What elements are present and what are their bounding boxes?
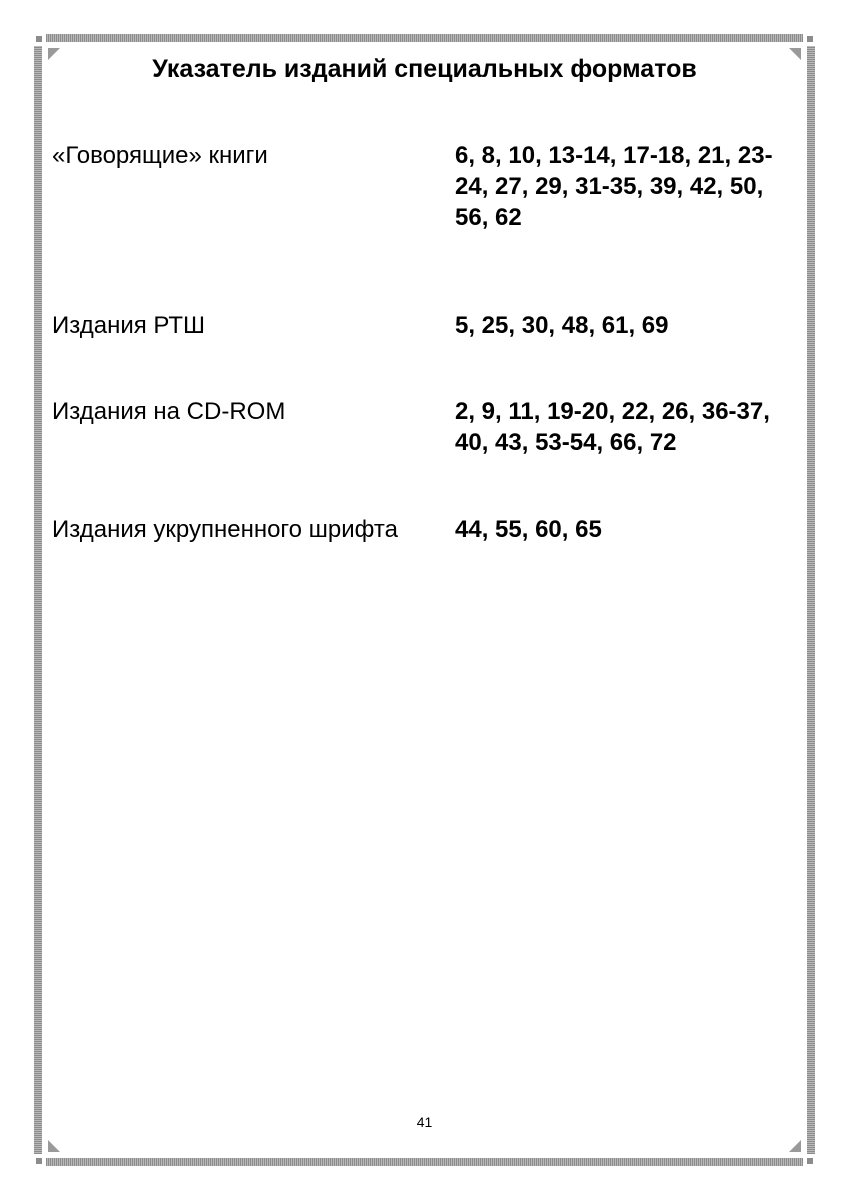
frame-corner-bottom-right bbox=[807, 1158, 813, 1164]
entry-label: Издания РТШ bbox=[52, 312, 205, 339]
entry-pages: 2, 9, 11, 19-20, 22, 26, 36-37, 40, 43, 53-54, 66, 72 bbox=[455, 398, 770, 456]
page-title: Указатель изданий специальных форматов bbox=[152, 55, 697, 83]
frame-corner-bottom-left bbox=[36, 1158, 42, 1164]
entry-pages: 6, 8, 10, 13-14, 17-18, 21, 23-24, 27, 29, 31-35, 39, 42, 50, 56, 62 bbox=[455, 142, 773, 231]
frame-border-bottom bbox=[46, 1158, 803, 1166]
frame-border-top bbox=[46, 34, 803, 42]
entry-label: Издания на CD-ROM bbox=[52, 398, 286, 425]
frame-border-left bbox=[34, 46, 42, 1154]
corner-triangle-bottom-right bbox=[789, 1140, 801, 1152]
frame-corner-top-left bbox=[36, 36, 42, 42]
entry-label: «Говорящие» книги bbox=[52, 142, 268, 169]
frame-corner-top-right bbox=[807, 36, 813, 42]
entry-pages: 44, 55, 60, 65 bbox=[455, 516, 602, 543]
frame-border-right bbox=[807, 46, 815, 1154]
entry-pages: 5, 25, 30, 48, 61, 69 bbox=[455, 312, 669, 339]
entry-label: Издания укрупненного шрифта bbox=[52, 516, 398, 543]
page-number: 41 bbox=[416, 1114, 433, 1130]
corner-triangle-bottom-left bbox=[48, 1140, 60, 1152]
